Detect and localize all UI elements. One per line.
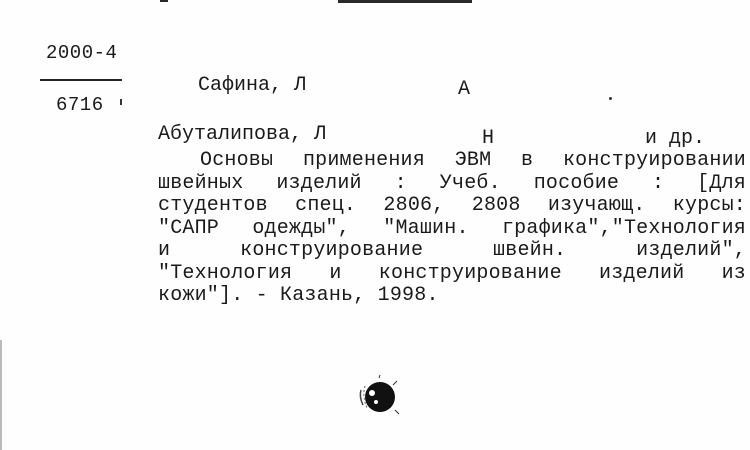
description-line: "Технология и конструирование изделий из xyxy=(158,261,746,285)
header-author: Сафина, Л xyxy=(198,74,307,97)
second-author-initial: Н xyxy=(482,127,495,150)
punch-hole-mark xyxy=(355,374,401,420)
left-edge-shadow xyxy=(0,340,2,450)
call-number-top: 2000-4 xyxy=(46,42,118,64)
description-line: "САПР одежды", "Машин. графика","Технология xyxy=(158,216,746,240)
call-number-divider xyxy=(40,79,122,81)
call-number-bottom: 6716 xyxy=(56,94,104,116)
description-line: швейных изделий : Учеб. пособие : [Для xyxy=(158,171,746,195)
stray-dot xyxy=(609,97,612,100)
call-number-mark xyxy=(120,99,122,105)
header-author-initial: А xyxy=(458,78,471,101)
description-line: студентов спец. 2806, 2808 изучающ. курсы: xyxy=(158,194,746,217)
top-edge-bar xyxy=(338,0,472,3)
description-line: и конструирование швейн. изделий", xyxy=(158,239,746,262)
description-line: кожи"]. - Казань, 1998. xyxy=(158,284,439,307)
bibliographic-description xyxy=(158,150,746,308)
second-author-name: Абуталипова, Л xyxy=(158,123,327,146)
top-edge-mark xyxy=(160,0,168,2)
description-line: Основы применения ЭВМ в конструировании xyxy=(200,149,746,172)
second-author-suffix: и др. xyxy=(645,127,706,150)
